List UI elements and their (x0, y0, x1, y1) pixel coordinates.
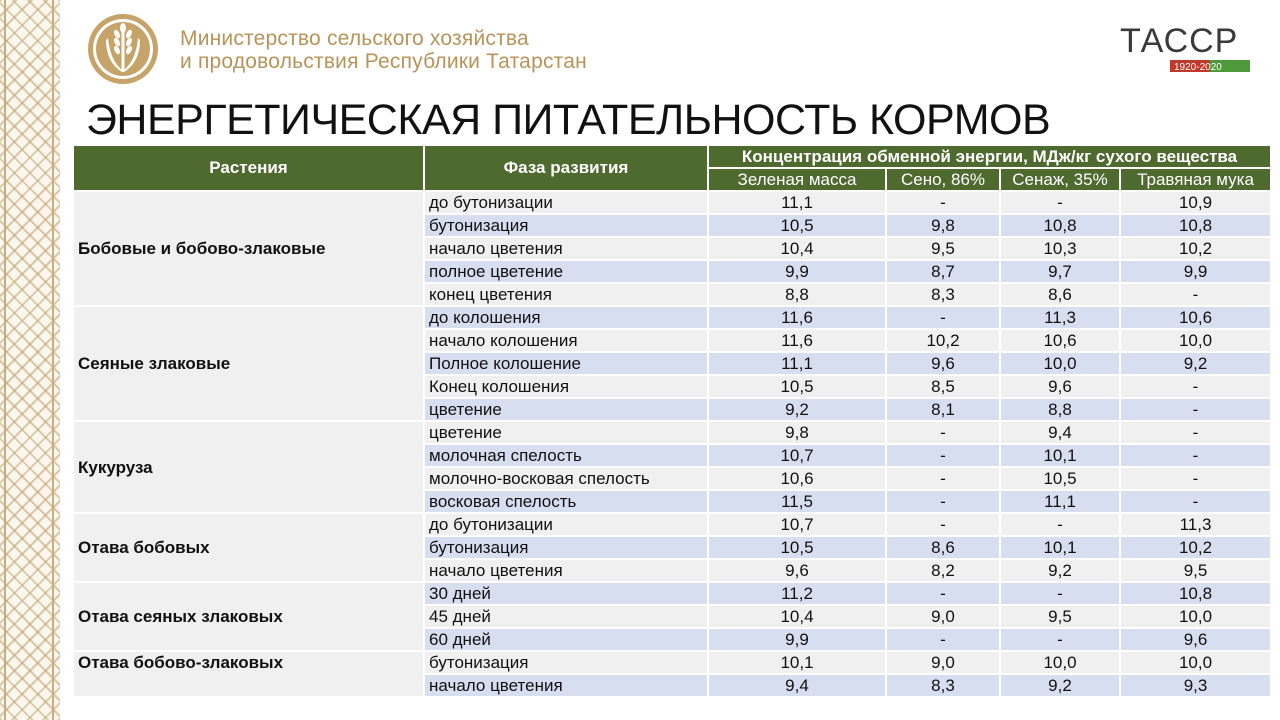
phase-cell: цветение (424, 398, 708, 421)
energy-table (72, 144, 1272, 698)
phase-cell: конец цветения (424, 283, 708, 306)
value-cell: 9,2 (1000, 674, 1120, 697)
value-cell: 10,6 (708, 467, 886, 490)
value-cell: 10,2 (1120, 237, 1271, 260)
header-plants: Растения (73, 145, 424, 191)
value-cell: 10,7 (708, 444, 886, 467)
value-cell: 9,2 (1120, 352, 1271, 375)
value-cell: 9,5 (1000, 605, 1120, 628)
value-cell: 11,1 (708, 191, 886, 214)
ornament-line-right (52, 0, 54, 720)
plant-name-cell: Кукуруза (73, 421, 424, 513)
phase-cell: молочно-восковая спелость (424, 467, 708, 490)
ministry-name-line1: Министерство сельского хозяйства (180, 27, 529, 50)
table-row (73, 651, 1271, 674)
table-row (73, 191, 1271, 214)
value-cell: 9,7 (1000, 260, 1120, 283)
phase-cell: бутонизация (424, 536, 708, 559)
value-cell: 8,7 (886, 260, 1000, 283)
decorative-ornament-border (0, 0, 60, 720)
value-cell: - (1120, 421, 1271, 444)
ministry-wheat-emblem-icon (86, 12, 160, 86)
value-cell: 10,9 (1120, 191, 1271, 214)
value-cell: 10,4 (708, 237, 886, 260)
value-cell: 11,2 (708, 582, 886, 605)
phase-cell: начало цветения (424, 237, 708, 260)
phase-cell: молочная спелость (424, 444, 708, 467)
tassr-logo-years: 1920-2020 (1174, 62, 1222, 73)
header-haylage: Сенаж, 35% (1000, 168, 1120, 191)
value-cell: 9,5 (886, 237, 1000, 260)
phase-cell: цветение (424, 421, 708, 444)
page-title: ЭНЕРГЕТИЧЕСКАЯ ПИТАТЕЛЬНОСТЬ КОРМОВ (86, 96, 1051, 144)
value-cell: 11,6 (708, 306, 886, 329)
value-cell: - (886, 191, 1000, 214)
value-cell: 10,0 (1000, 651, 1120, 674)
header-hay: Сено, 86% (886, 168, 1000, 191)
header-green-mass: Зеленая масса (708, 168, 886, 191)
phase-cell: до бутонизации (424, 191, 708, 214)
value-cell: 11,6 (708, 329, 886, 352)
value-cell: - (886, 628, 1000, 651)
value-cell: 9,3 (1120, 674, 1271, 697)
value-cell: 8,6 (886, 536, 1000, 559)
phase-cell: 45 дней (424, 605, 708, 628)
value-cell: 8,2 (886, 559, 1000, 582)
value-cell: 10,7 (708, 513, 886, 536)
plant-name-cell: Отава бобовых (73, 513, 424, 582)
value-cell: 11,3 (1000, 306, 1120, 329)
value-cell: 9,4 (1000, 421, 1120, 444)
value-cell: 10,8 (1120, 582, 1271, 605)
value-cell: 9,9 (708, 628, 886, 651)
header-energy-group: Концентрация обменной энергии, МДж/кг сухого вещества (708, 145, 1271, 168)
value-cell: 10,2 (1120, 536, 1271, 559)
phase-cell: до колошения (424, 306, 708, 329)
plant-name-cell: Сеяные злаковые (73, 306, 424, 421)
value-cell: 10,5 (708, 214, 886, 237)
tassr-anniversary-logo (1118, 18, 1258, 76)
value-cell: 8,8 (1000, 398, 1120, 421)
plant-name-cell: Отава бобово-злаковых (73, 651, 424, 697)
value-cell: - (886, 467, 1000, 490)
value-cell: 10,8 (1120, 214, 1271, 237)
value-cell: 10,1 (1000, 444, 1120, 467)
value-cell: - (886, 444, 1000, 467)
value-cell: 10,8 (1000, 214, 1120, 237)
ministry-name-line2: и продовольствия Республики Татарстан (180, 50, 587, 73)
value-cell: - (1120, 283, 1271, 306)
value-cell: 9,9 (1120, 260, 1271, 283)
header-phase: Фаза развития (424, 145, 708, 191)
value-cell: 10,0 (1120, 329, 1271, 352)
value-cell: - (1120, 467, 1271, 490)
value-cell: 9,2 (1000, 559, 1120, 582)
value-cell: 11,5 (708, 490, 886, 513)
value-cell: 11,1 (708, 352, 886, 375)
ministry-name (180, 27, 587, 73)
phase-cell: 60 дней (424, 628, 708, 651)
value-cell: - (1000, 513, 1120, 536)
value-cell: 9,6 (1000, 375, 1120, 398)
value-cell: 8,5 (886, 375, 1000, 398)
tassr-logo-text: ТАССР (1120, 22, 1239, 60)
value-cell: - (1120, 398, 1271, 421)
table-row (73, 513, 1271, 536)
phase-cell: начало колошения (424, 329, 708, 352)
value-cell: 10,0 (1000, 352, 1120, 375)
value-cell: 8,3 (886, 674, 1000, 697)
value-cell: 10,5 (708, 375, 886, 398)
phase-cell: до бутонизации (424, 513, 708, 536)
value-cell: 10,5 (1000, 467, 1120, 490)
value-cell: 9,5 (1120, 559, 1271, 582)
value-cell: - (886, 582, 1000, 605)
value-cell: - (1000, 191, 1120, 214)
value-cell: 10,2 (886, 329, 1000, 352)
value-cell: 10,0 (1120, 651, 1271, 674)
value-cell: - (1000, 582, 1120, 605)
table-row (73, 582, 1271, 605)
phase-cell: Полное колошение (424, 352, 708, 375)
header-grass-meal: Травяная мука (1120, 168, 1271, 191)
ornament-line-left (4, 0, 6, 720)
value-cell: - (1120, 490, 1271, 513)
phase-cell: бутонизация (424, 651, 708, 674)
value-cell: 9,6 (708, 559, 886, 582)
value-cell: 9,6 (1120, 628, 1271, 651)
value-cell: - (886, 490, 1000, 513)
value-cell: - (1120, 375, 1271, 398)
phase-cell: 30 дней (424, 582, 708, 605)
value-cell: 10,6 (1120, 306, 1271, 329)
plant-name-cell: Отава сеяных злаковых (73, 582, 424, 651)
phase-cell: бутонизация (424, 214, 708, 237)
value-cell: 9,0 (886, 605, 1000, 628)
value-cell: 8,3 (886, 283, 1000, 306)
value-cell: - (1120, 444, 1271, 467)
table-body (73, 191, 1271, 697)
phase-cell: Конец колошения (424, 375, 708, 398)
value-cell: 10,1 (1000, 536, 1120, 559)
value-cell: 8,6 (1000, 283, 1120, 306)
value-cell: 8,1 (886, 398, 1000, 421)
value-cell: 9,2 (708, 398, 886, 421)
value-cell: 8,8 (708, 283, 886, 306)
value-cell: 10,5 (708, 536, 886, 559)
table-row (73, 306, 1271, 329)
value-cell: 9,4 (708, 674, 886, 697)
value-cell: 10,3 (1000, 237, 1120, 260)
value-cell: 9,8 (708, 421, 886, 444)
value-cell: 10,4 (708, 605, 886, 628)
plant-name-cell: Бобовые и бобово-злаковые (73, 191, 424, 306)
value-cell: 10,0 (1120, 605, 1271, 628)
value-cell: 9,0 (886, 651, 1000, 674)
phase-cell: начало цветения (424, 674, 708, 697)
value-cell: 9,6 (886, 352, 1000, 375)
value-cell: 10,1 (708, 651, 886, 674)
value-cell: 10,6 (1000, 329, 1120, 352)
value-cell: 11,3 (1120, 513, 1271, 536)
value-cell: - (886, 306, 1000, 329)
table-row (73, 421, 1271, 444)
value-cell: - (886, 421, 1000, 444)
phase-cell: восковая спелость (424, 490, 708, 513)
phase-cell: полное цветение (424, 260, 708, 283)
value-cell: 9,8 (886, 214, 1000, 237)
value-cell: - (1000, 628, 1120, 651)
value-cell: 11,1 (1000, 490, 1120, 513)
value-cell: - (886, 513, 1000, 536)
value-cell: 9,9 (708, 260, 886, 283)
phase-cell: начало цветения (424, 559, 708, 582)
